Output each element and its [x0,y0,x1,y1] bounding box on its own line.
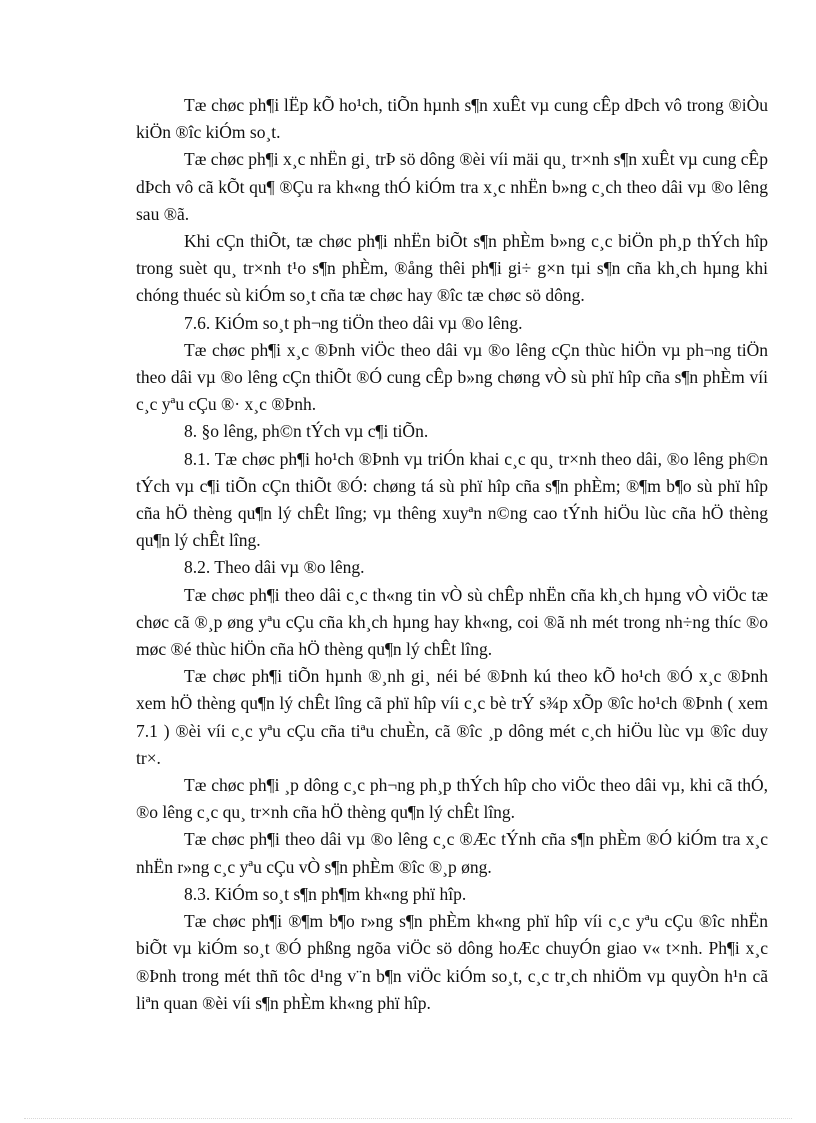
section-heading: 8. §o lêng, ph©n tÝch vµ c¶i tiÕn. [184,421,429,442]
paragraph: Tæ chøc ph¶i lËp kÕ ho¹ch, tiÕn hµnh s¶n xuÊt vµ cung cÊp dÞch vô trong ®iÒu kiÖn ®îc kiÓm so¸t. [136,95,768,143]
paragraph: 8.1. Tæ chøc ph¶i ho¹ch ®Þnh vµ triÓn khai c¸c qu¸ tr×nh theo dâi, ®o lêng ph©n tÝch vµ c¶i tiÕn cÇn thiÕt ®Ó: chøng tá sù phï hîp cña s¶n phÈm; ®¶m b¶o sù phï hîp cña hÖ thèng qu¶n lý chÊt lîng; vµ thêng xuyªn n©ng cao tÝnh hiÖu lùc cña hÖ thèng qu¶n lý chÊt lîng. [136,448,768,551]
paragraph: Tæ chøc ph¶i theo dâi vµ ®o lêng c¸c ®Æc tÝnh cña s¶n phÈm ®Ó kiÓm tra x¸c nhËn r»ng c¸c yªu cÇu vÒ s¶n phÈm ®îc ®¸p øng. [136,829,768,877]
paragraph: Tæ chøc ph¶i ¸p dông c¸c ph¬ng ph¸p thÝch hîp cho viÖc theo dâi vµ, khi cã thÓ, ®o lêng c¸c qu¸ tr×nh cña hÖ thèng qu¶n lý chÊt lîng. [136,775,768,823]
paragraph: Tæ chøc ph¶i ®¶m b¶o r»ng s¶n phÈm kh«ng phï hîp víi c¸c yªu cÇu ®îc nhËn biÕt vµ kiÓm so¸t ®Ó phßng ngõa viÖc sö dông hoÆc chuyÓn giao v« t×nh. Ph¶i x¸c ®Þnh trong mét thñ tôc d¹ng v¨n b¶n viÖc kiÓm so¸t, c¸c tr¸ch nhiÖm vµ quyÒn h¹n cã liªn quan ®èi víi s¶n phÈm kh«ng phï hîp. [136,911,768,1013]
paragraph: Tæ chøc ph¶i x¸c ®Þnh viÖc theo dâi vµ ®o lêng cÇn thùc hiÖn vµ ph¬ng tiÖn theo dâi vµ ®o lêng cÇn thiÕt ®Ó cung cÊp b»ng chøng vÒ sù phï hîp cña s¶n phÈm víi c¸c yªu cÇu ®· x¸c ®Þnh. [136,339,768,415]
section-heading: 8.3. KiÓm so¸t s¶n ph¶m kh«ng phï hîp. [184,883,467,904]
paragraph: Tæ chøc ph¶i x¸c nhËn gi¸ trÞ sö dông ®èi víi mäi qu¸ tr×nh s¶n xuÊt vµ cung cÊp dÞch vô cã kÕt qu¶ ®Çu ra kh«ng thÓ kiÓm tra x¸c nhËn b»ng c¸ch theo dâi vµ ®o lêng sau ®ã. [136,149,768,224]
paragraph: Tæ chøc ph¶i tiÕn hµnh ®¸nh gi¸ néi bé ®Þnh kú theo kÕ ho¹ch ®Ó x¸c ®Þnh xem hÖ thèng qu¶n lý chÊt lîng cã phï hîp víi c¸c bè trÝ s¾p xÕp ®îc ho¹ch ®Þnh ( xem 7.1 ) ®èi víi c¸c yªu cÇu cña tiªu chuÈn, cã ®îc ¸p dông mét c¸ch hiÖu lùc vµ ®îc duy tr×. [136,666,768,768]
section-heading: 7.6. KiÓm so¸t ph¬ng tiÖn theo dâi vµ ®o lêng. [184,312,523,333]
paragraph: Tæ chøc ph¶i theo dâi c¸c th«ng tin vÒ sù chÊp nhËn cña kh¸ch hµng vÒ viÖc tæ chøc cã ®¸p øng yªu cÇu cña kh¸ch hµng hay kh«ng, coi ®ã nh mét trong nh÷ng thíc ®o møc ®é thùc hiÖn cña hÖ thèng qu¶n lý chÊt lîng. [136,584,768,660]
paragraph: Khi cÇn thiÕt, tæ chøc ph¶i nhËn biÕt s¶n phÈm b»ng c¸c biÖn ph¸p thÝch hîp trong suèt qu¸ tr×nh t¹o s¶n phÈm, ®ång thêi ph¶i gi÷ g×n tµi s¶n cña kh¸ch hµng khi chóng thuéc sù kiÓm so¸t cña tæ chøc hay ®îc tæ chøc sö dông. [136,231,768,306]
page-bottom-rule [24,1118,792,1119]
section-heading: 8.2. Theo dâi vµ ®o lêng. [184,557,365,578]
document-body [136,92,768,1017]
